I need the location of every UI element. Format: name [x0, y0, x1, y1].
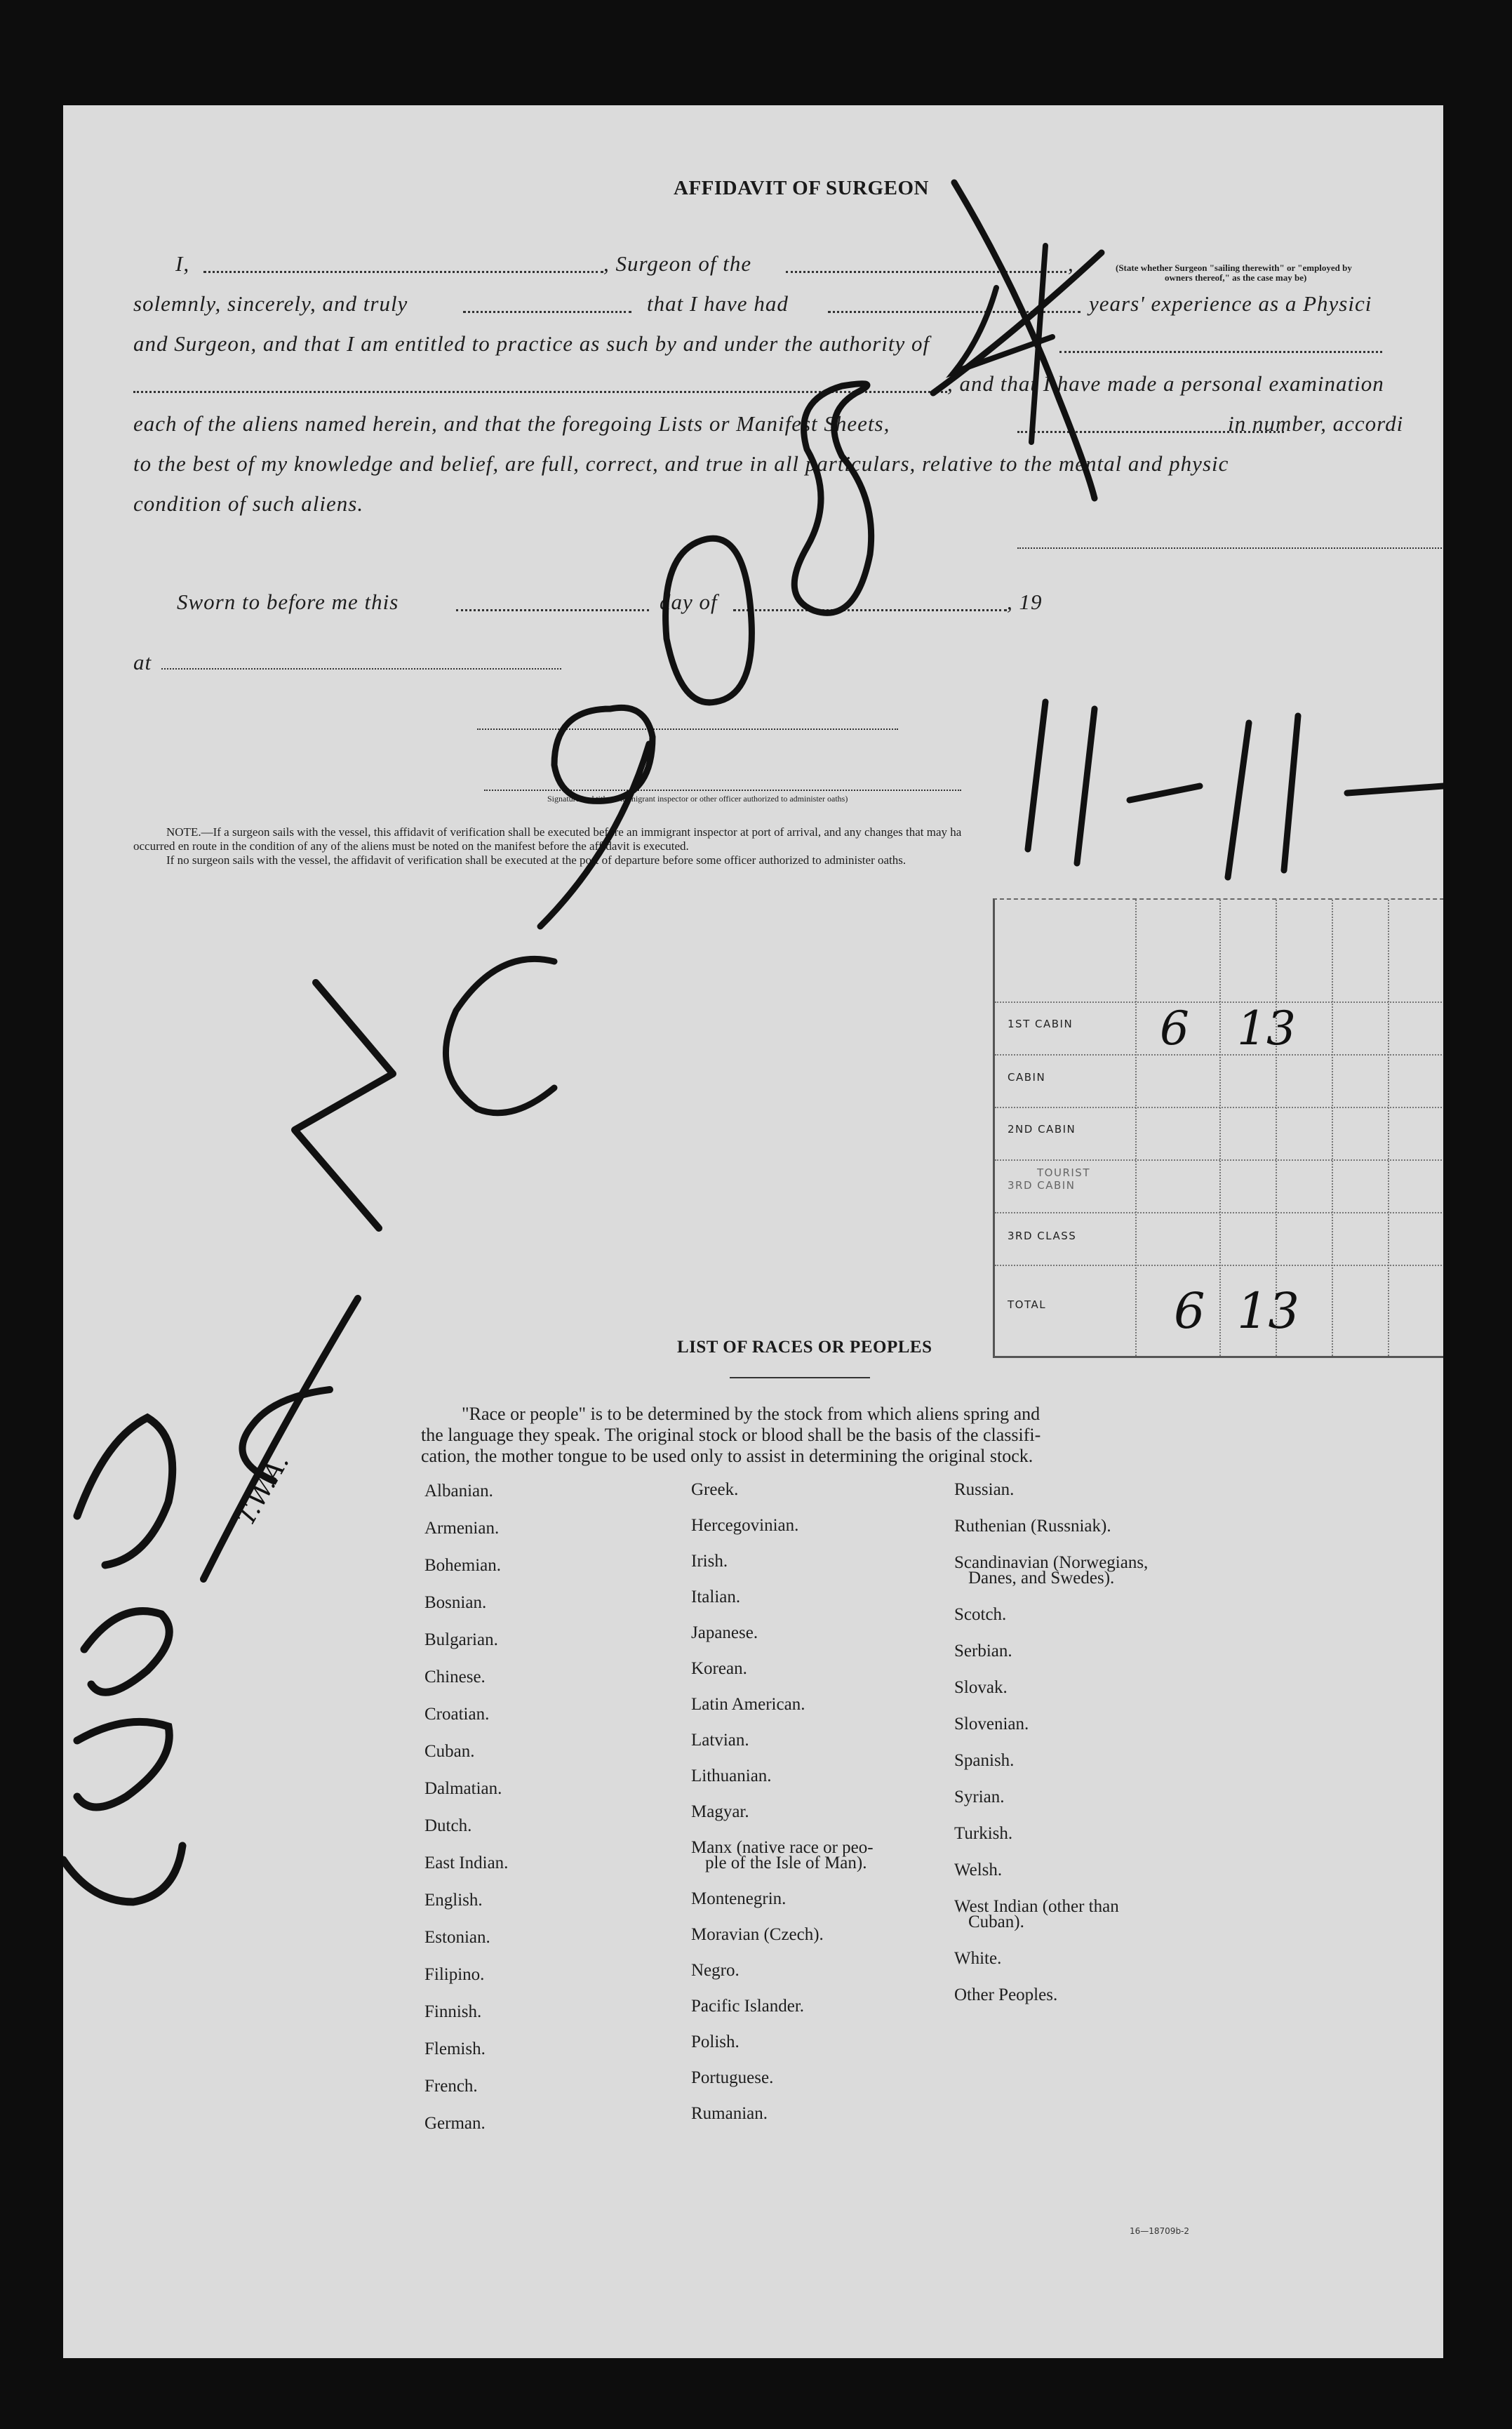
race-entry: Welsh.: [954, 1861, 1003, 1879]
races-intro-1: "Race or people" is to be determined by the stock from which aliens spring and: [462, 1404, 1041, 1424]
at-label: at: [133, 650, 152, 674]
sworn-year: , 19: [1007, 590, 1043, 614]
race-entry: Korean.: [691, 1659, 747, 1678]
handwritten-stroke: [203, 1298, 358, 1579]
handwriting-overlay: [63, 105, 1443, 2358]
handwritten-stroke: [1130, 786, 1200, 800]
handwritten-stroke: [84, 1611, 169, 1693]
race-entry: Bulgarian.: [424, 1630, 498, 1649]
race-entry: ple of the Isle of Man).: [705, 1854, 867, 1872]
race-entry: Hercegovinian.: [691, 1516, 799, 1535]
race-entry: Bohemian.: [424, 1556, 502, 1575]
race-entry: White.: [954, 1949, 1002, 1968]
race-entry: Rumanian.: [691, 2104, 768, 2123]
race-entry: Greek.: [691, 1480, 739, 1499]
row-label-2nd-cabin: 2ND CABIN: [1008, 1123, 1076, 1136]
handwritten-stroke: [1347, 786, 1443, 793]
races-title: LIST OF RACES OR PEOPLES: [677, 1338, 932, 1357]
races-intro-3: cation, the mother tongue to be used only to assist in determining the original stock.: [421, 1446, 1033, 1466]
race-entry: Bosnian.: [424, 1593, 487, 1612]
form-code: 16—18709b-2: [1130, 2226, 1190, 2236]
signature-caption: Signature and title of immigrant inspector or other officer authorized to administer oaths): [547, 794, 848, 804]
handwritten-stroke: [295, 983, 393, 1228]
first-cabin-count-b: 13: [1237, 1001, 1296, 1056]
race-entry: Syrian.: [954, 1788, 1005, 1806]
row-label-1st-cabin: 1ST CABIN: [1008, 1018, 1073, 1030]
row-label-3rd-cabin: 3RD CABIN: [1008, 1179, 1076, 1192]
race-entry: Dalmatian.: [424, 1779, 502, 1798]
race-entry: Latin American.: [691, 1695, 805, 1714]
affidavit-line5-end: in number, accordi: [1228, 411, 1404, 436]
race-entry: Manx (native race or peo-: [691, 1838, 874, 1857]
race-entry: Russian.: [954, 1480, 1015, 1499]
race-entry: German.: [424, 2114, 486, 2133]
total-count-a: 6: [1174, 1282, 1205, 1340]
race-entry: Portuguese.: [691, 2068, 774, 2087]
race-entry: Cuban.: [424, 1742, 475, 1761]
race-entry: Flemish.: [424, 2039, 486, 2058]
race-entry: Other Peoples.: [954, 1985, 1058, 2004]
note-line-3: If no surgeon sails with the vessel, the affidavit of verification shall be executed at the port of departure before some officer authorized to administer oaths.: [166, 853, 906, 867]
affidavit-line2-middle: that I have had: [647, 291, 789, 316]
affidavit-line2-end: years' experience as a Physici: [1089, 291, 1372, 316]
affidavit-line7: condition of such aliens.: [133, 491, 364, 516]
handwritten-stroke: [77, 1722, 169, 1807]
race-entry: Polish.: [691, 2032, 740, 2051]
race-entry: Albanian.: [424, 1482, 493, 1500]
handwritten-stroke: [666, 538, 752, 703]
affidavit-line2-start: solemnly, sincerely, and truly: [133, 291, 408, 316]
race-entry: Negro.: [691, 1961, 740, 1980]
race-entry: Turkish.: [954, 1824, 1013, 1843]
race-entry: Dutch.: [424, 1816, 472, 1835]
race-entry: Scandinavian (Norwegians,: [954, 1553, 1149, 1572]
race-entry: Cuban).: [968, 1912, 1024, 1931]
handwritten-stroke: [1077, 709, 1095, 863]
sworn-day-of: day of: [660, 590, 718, 614]
race-entry: Scotch.: [954, 1605, 1007, 1624]
affidavit-line1-middle: , Surgeon of the: [603, 251, 752, 276]
affidavit-line1-start: I,: [175, 251, 190, 276]
race-entry: Montenegrin.: [691, 1889, 787, 1908]
race-entry: Filipino.: [424, 1965, 485, 1984]
race-entry: Spanish.: [954, 1751, 1015, 1770]
race-entry: Danes, and Swedes).: [968, 1569, 1115, 1588]
affidavit-line6: to the best of my knowledge and belief, are full, correct, and true in all particulars, relative to the mental and physic: [133, 451, 1229, 476]
handwritten-stroke: [446, 959, 554, 1112]
row-label-total: TOTAL: [1008, 1298, 1047, 1311]
affidavit-line4: , and that I have made a personal examination: [947, 371, 1384, 396]
comma: ,: [1068, 251, 1074, 276]
handwritten-stroke: [1284, 716, 1298, 870]
race-entry: Italian.: [691, 1588, 741, 1606]
affidavit-title: AFFIDAVIT OF SURGEON: [674, 177, 929, 199]
race-entry: Japanese.: [691, 1623, 758, 1642]
handwritten-stroke: [1028, 702, 1045, 849]
row-label-cabin: CABIN: [1008, 1071, 1046, 1084]
race-entry: Pacific Islander.: [691, 1997, 805, 2016]
race-entry: Estonian.: [424, 1928, 490, 1947]
race-entry: Slovenian.: [954, 1715, 1029, 1733]
handwritten-stroke: [794, 384, 871, 613]
document-page: [63, 105, 1443, 2358]
race-entry: English.: [424, 1891, 483, 1910]
note-line-1: NOTE.—If a surgeon sails with the vessel, this affidavit of verification shall be executed before an immigrant inspector at port of arrival, and any changes that may ha: [166, 825, 962, 839]
race-entry: Ruthenian (Russniak).: [954, 1517, 1111, 1536]
race-entry: Magyar.: [691, 1802, 749, 1821]
race-entry: Armenian.: [424, 1519, 500, 1538]
row-label-tourist: TOURIST: [1037, 1166, 1090, 1179]
race-entry: Serbian.: [954, 1642, 1012, 1661]
row-label-3rd-class: 3RD CLASS: [1008, 1230, 1077, 1242]
race-entry: Croatian.: [424, 1705, 490, 1724]
race-entry: Latvian.: [691, 1731, 749, 1750]
handwritten-stroke: [1228, 723, 1249, 877]
affidavit-line3: and Surgeon, and that I am entitled to practice as such by and under the authority of: [133, 331, 930, 356]
race-entry: West Indian (other than: [954, 1897, 1119, 1916]
surgeon-status-note-1: (State whether Surgeon "sailing therewith" or "employed by: [1116, 262, 1352, 273]
race-entry: Lithuanian.: [691, 1766, 772, 1785]
total-count-b: 13: [1237, 1282, 1300, 1340]
race-entry: Slovak.: [954, 1678, 1008, 1697]
handwritten-stroke: [63, 1846, 182, 1902]
handwritten-stroke: [540, 707, 653, 926]
sworn-text: Sworn to before me this: [177, 590, 399, 614]
surgeon-status-note-2: owners thereof," as the case may be): [1165, 272, 1307, 283]
race-entry: Moravian (Czech).: [691, 1925, 824, 1944]
race-entry: French.: [424, 2077, 478, 2096]
affidavit-line5-start: each of the aliens named herein, and that the foregoing Lists or Manifest Sheets,: [133, 411, 890, 436]
race-entry: Irish.: [691, 1552, 728, 1571]
first-cabin-count-a: 6: [1160, 1001, 1189, 1056]
handwritten-stroke: [77, 1418, 173, 1565]
race-entry: East Indian.: [424, 1854, 509, 1872]
race-entry: Finnish.: [424, 2002, 482, 2021]
races-intro-2: the language they speak. The original stock or blood shall be the basis of the classifi-: [421, 1425, 1041, 1445]
note-line-2: occurred en route in the condition of any of the aliens must be noted on the manifest before the affidavit is executed.: [133, 839, 689, 853]
race-entry: Chinese.: [424, 1668, 486, 1686]
handwritten-initials: T.W.A.: [232, 1449, 295, 1531]
